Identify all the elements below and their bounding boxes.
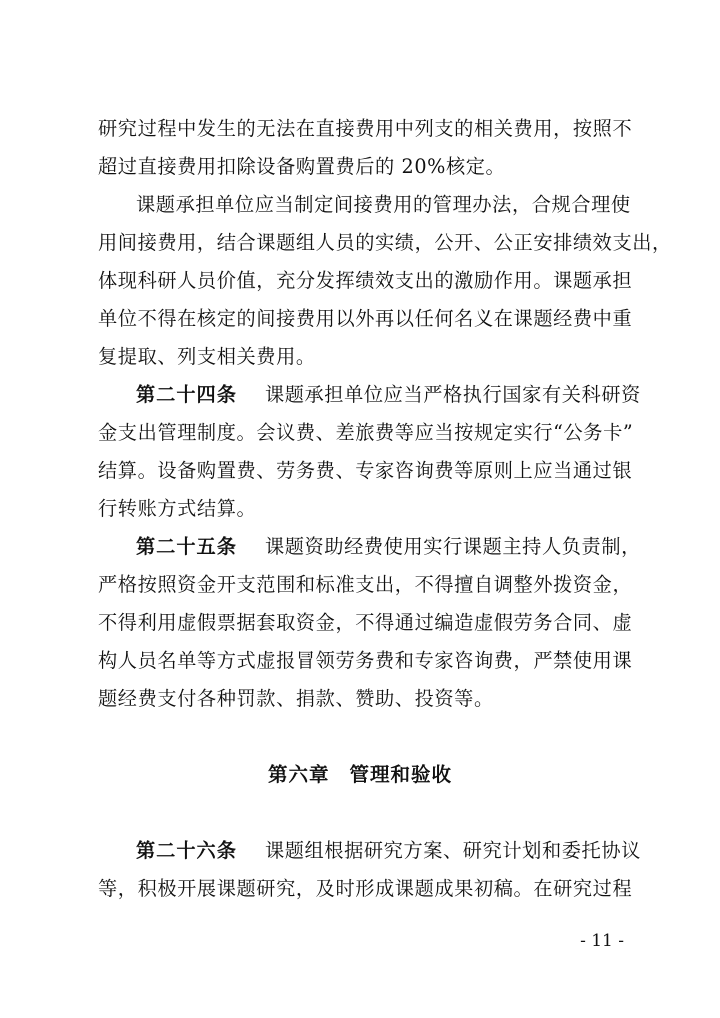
paragraph-line: 复提取、列支相关费用。 [98, 345, 316, 368]
paragraph-line: 行转账方式结算。 [98, 497, 257, 520]
paragraph-line: 课题承担单位应当制定间接费用的管理办法，合规合理使 [136, 193, 631, 216]
chapter-title: 管理和验收 [349, 763, 453, 786]
chapter-heading [0, 762, 720, 788]
paragraph-line: 不得利用虚假票据套取资金，不得通过编造虚假劳务合同、虚 [98, 611, 633, 634]
article-label: 第二十六条 [136, 839, 237, 862]
article-label: 第二十四条 [136, 383, 237, 406]
paragraph-line: 单位不得在核定的间接费用以外再以任何名义在课题经费中重 [98, 307, 633, 330]
paragraph-line: 金支出管理制度。会议费、差旅费等应当按规定实行“公务卡” [98, 421, 634, 444]
article-text: 课题资助经费使用实行课题主持人负责制， [264, 535, 641, 558]
paragraph-line: 严格按照资金开支范围和标准支出，不得擅自调整外拨资金， [98, 573, 633, 596]
paragraph-line: 超过直接费用扣除设备购置费后的 20%核定。 [98, 155, 506, 178]
paragraph-line: 题经费支付各种罚款、捐款、赞助、投资等。 [98, 687, 494, 710]
chapter-number: 第六章 [267, 763, 330, 786]
paragraph-line: 等，积极开展课题研究，及时形成课题成果初稿。在研究过程 [98, 877, 633, 900]
article-text: 课题承担单位应当严格执行国家有关科研资 [264, 383, 641, 406]
article-text: 课题组根据研究方案、研究计划和委托协议 [264, 839, 641, 862]
paragraph-line: 体现科研人员价值，充分发挥绩效支出的激励作用。课题承担 [98, 269, 633, 292]
page-number: - 11 - [580, 931, 624, 951]
article-label: 第二十五条 [136, 535, 237, 558]
paragraph-line: 研究过程中发生的无法在直接费用中列支的相关费用，按照不 [98, 117, 633, 140]
paragraph-line: 结算。设备购置费、劳务费、专家咨询费等原则上应当通过银 [98, 459, 633, 482]
article-24-first-line [136, 382, 641, 408]
article-26-first-line [136, 838, 641, 864]
paragraph-line: 构人员名单等方式虚报冒领劳务费和专家咨询费，严禁使用课 [98, 649, 633, 672]
paragraph-line: 用间接费用，结合课题组人员的实绩，公开、公正安排绩效支出， [98, 231, 672, 254]
article-25-first-line [136, 534, 641, 560]
